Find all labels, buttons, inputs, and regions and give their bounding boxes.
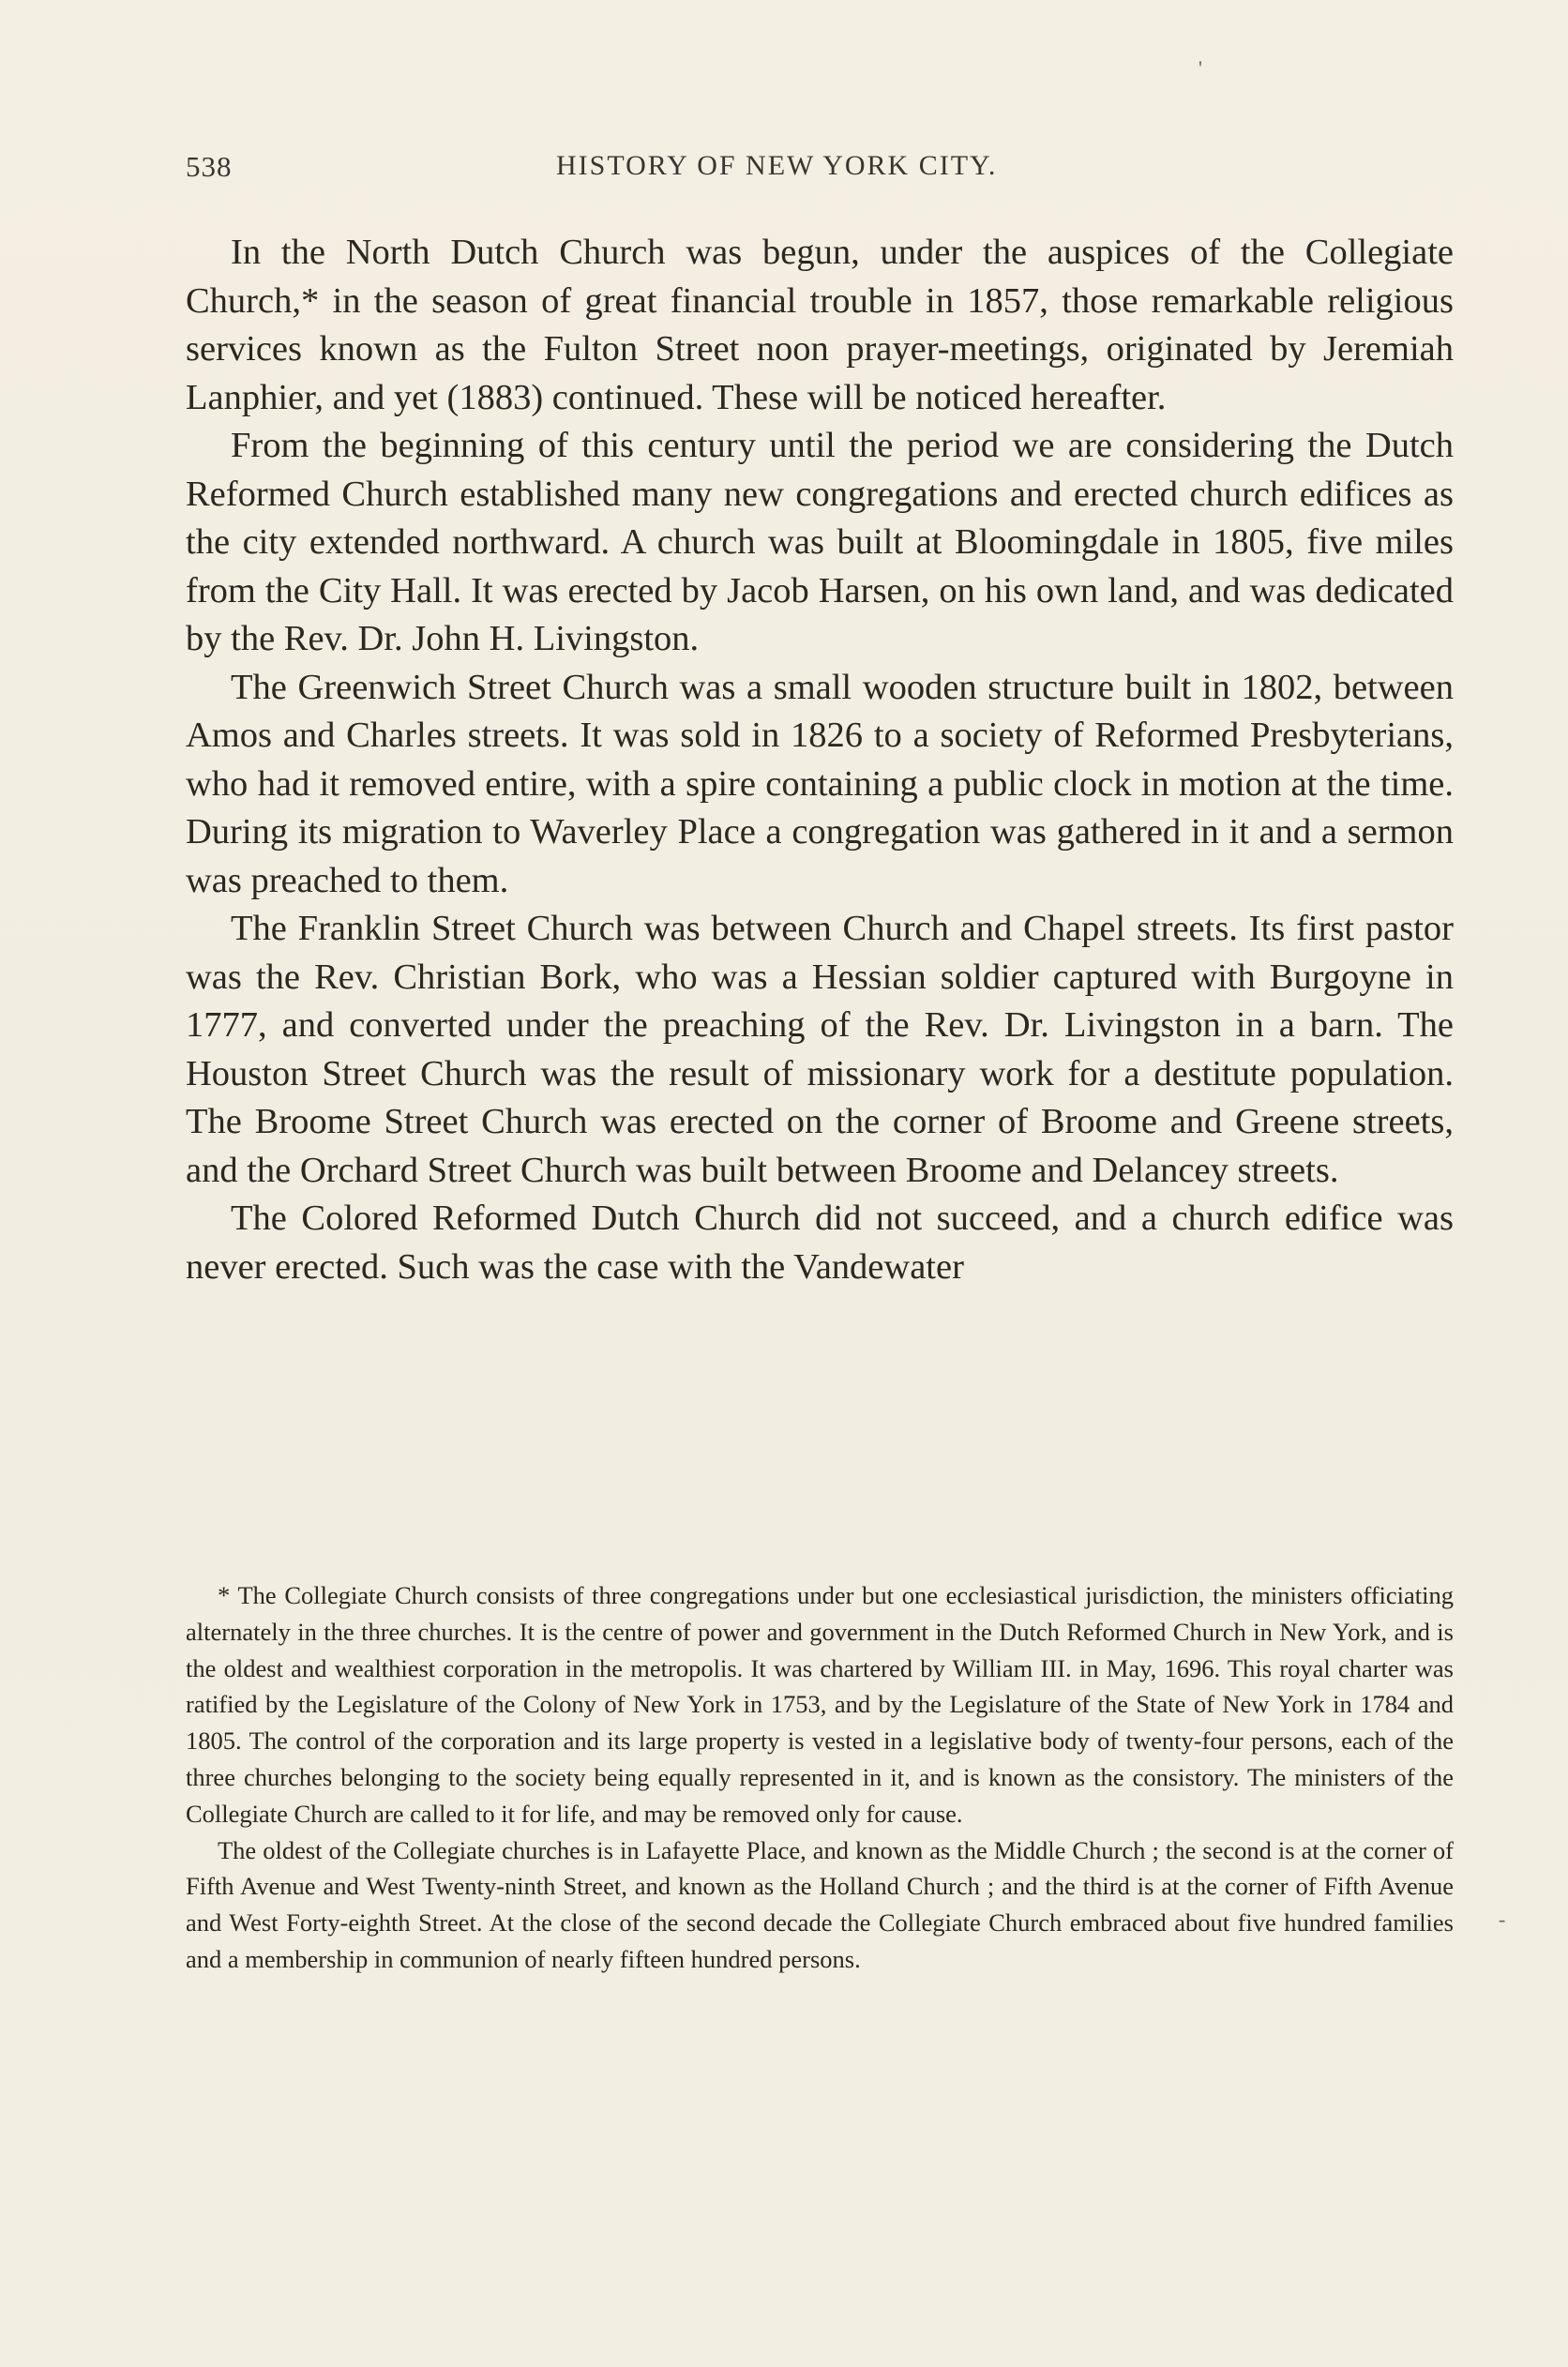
body-paragraph: The Franklin Street Church was between Church and Chapel streets. Its first pastor was the Rev. Christian Bork, who was a Hessian soldier captured with Burgoyne in 1777, and converted under the preaching of the Rev. Dr. Livingston in a barn. The Houston Street Church was the result of missionary work for a destitute population. The Broome Street Church was erected on the corner of Broome and Greene streets, and the Orchard Street Church was built between Broome and Delancey streets. (186, 909, 1454, 1190)
page-header (186, 150, 1180, 191)
main-text (186, 229, 1454, 1291)
stray-mark-right: - (1499, 1907, 1506, 1931)
body-paragraph: The Greenwich Street Church was a small wooden structure built in 1802, between Amos and Charles streets. It was sold in 1826 to a society of Reformed Presbyterians, who had it removed entire, with a spire containing a public clock in motion at the time. During its migration to Waverley Place a congregation was gathered in it and a sermon was preached to them. (186, 667, 1454, 900)
footnote-paragraph: * The Collegiate Church consists of three congregations under but one ecclesiastical jurisdiction, the ministers officiating alternately in the three churches. It is the centre of power and government in the Dutch Reformed Church in New York, and is the oldest and wealthiest corporation in the metropolis. It was chartered by William III. in May, 1696. This royal charter was ratified by the Legislature of the Colony of New York in 1753, and by the Legislature of the State of New York in 1784 and 1805. The control of the corporation and its large property is vested in a legislative body of twenty-four persons, each of the three churches belonging to the society being equally represented in it, and is known as the consistory. The ministers of the Collegiate Church are called to it for life, and may be removed only for cause. (186, 1581, 1454, 1828)
body-paragraph: The Colored Reformed Dutch Church did not succeed, and a church edifice was never erected. Such was the case with the Vandewater (186, 1199, 1454, 1287)
footnotes (186, 1577, 1454, 1978)
body-paragraph: From the beginning of this century until the period we are considering the Dutch Reformed Church established many new congregations and erected church edifices as the city extended northward. A church was built at Bloomingdale in 1805, five miles from the City Hall. It was erected by Jacob Harsen, on his own land, and was dedicated by the Rev. Dr. John H. Livingston. (186, 426, 1454, 658)
stray-mark-top: ' (1199, 56, 1202, 80)
running-head: HISTORY OF NEW YORK CITY. (556, 150, 998, 181)
body-paragraph: In the North Dutch Church was begun, under the auspices of the Collegiate Church,* in the season of great financial trouble in 1857, those remarkable religious services known as the Fulton Street noon prayer-meetings, originated by Jeremiah Lanphier, and yet (1883) continued. These will be noticed hereafter. (186, 233, 1454, 417)
footnote-paragraph: The oldest of the Collegiate churches is in Lafayette Place, and known as the Middle Church ; the second is at the corner of Fifth Avenue and West Twenty-ninth Street, and known as the Holland Church ; and the third is at the corner of Fifth Avenue and West Forty-eighth Street. At the close of the second decade the Collegiate Church embraced about five hundred families and a membership in communion of nearly fifteen hundred persons. (186, 1835, 1454, 1973)
page-number: 538 (186, 150, 233, 183)
